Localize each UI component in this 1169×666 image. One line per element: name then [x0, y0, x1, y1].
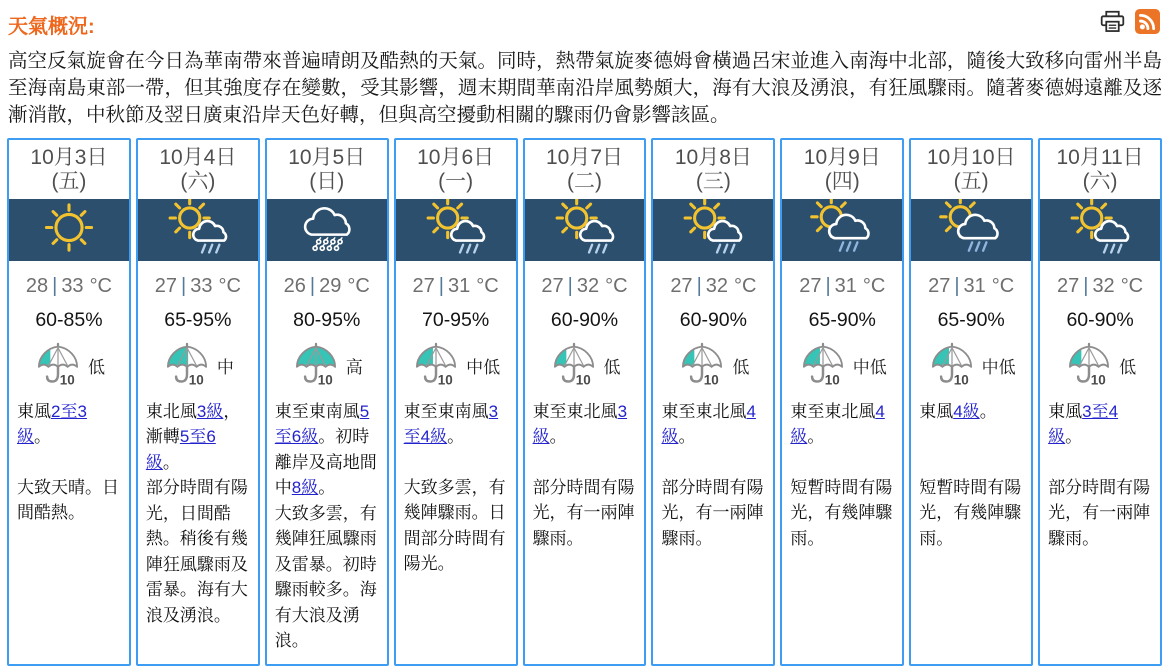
forecast-card [136, 138, 260, 666]
forecast-date [525, 140, 645, 199]
forecast-date [782, 140, 902, 199]
weather-icon-band [138, 199, 258, 261]
forecast-grid [7, 138, 1162, 666]
wind-force-link[interactable]: 3級 [196, 401, 224, 421]
temp-unit: °C [476, 274, 499, 297]
psr-umbrella-icon [1064, 341, 1114, 391]
wind-text-segment: 東風 [919, 401, 954, 421]
temp-separator: | [567, 274, 573, 297]
wind-text [653, 396, 773, 475]
wind-text-segment: 。 [162, 452, 180, 472]
wind-force-link[interactable]: 4級 [953, 401, 980, 421]
wind-text-segment: 。 [34, 427, 51, 447]
temp-separator: | [954, 274, 960, 297]
psr-umbrella-icon [411, 341, 461, 391]
svg-text:10: 10 [824, 372, 840, 386]
psr-row [1040, 341, 1160, 391]
weekday-text: (日) [309, 169, 345, 193]
humidity-range: 60-90% [1066, 308, 1134, 331]
psr-row [653, 341, 773, 391]
date-text: 10月7日 [545, 146, 624, 169]
weekday-text: (一) [438, 169, 474, 193]
temp-min: 27 [541, 274, 564, 297]
weather-icon-band [525, 199, 645, 261]
date-text: 10月11日 [1056, 146, 1144, 169]
psr-level-label: 中 [216, 358, 234, 378]
wind-text [1040, 396, 1160, 475]
temp-unit: °C [734, 274, 757, 297]
psr-row [138, 341, 258, 391]
wind-force-link[interactable]: 4級 [790, 401, 885, 447]
rss-icon[interactable] [1135, 9, 1160, 34]
weather-icon-band [782, 199, 902, 261]
weekday-text: (六) [180, 169, 216, 193]
temp-max: 32 [576, 274, 600, 297]
weather-icon-band [653, 199, 773, 261]
humidity-range: 70-95% [422, 308, 490, 331]
temp-unit: °C [218, 274, 241, 297]
temp-max: 33 [61, 274, 84, 297]
wind-text-segment: 東至東南風 [274, 401, 360, 421]
temp-max: 32 [705, 274, 729, 297]
temp-range [782, 275, 902, 298]
temp-max: 32 [1092, 274, 1115, 297]
psr-level-label: 中低 [466, 358, 501, 378]
psr-level-label: 低 [603, 358, 621, 378]
wind-force-link[interactable]: 5至6級 [274, 401, 370, 447]
date-text: 10月8日 [674, 146, 752, 169]
weather-description: 部分時間有陽光，日間酷熱。稍後有幾陣狂風驟雨及雷暴。海有大浪及湧浪。 [145, 478, 248, 625]
psr-umbrella-icon [33, 341, 83, 391]
psr-row [911, 341, 1031, 391]
humidity-range: 65-90% [937, 308, 1005, 331]
temp-unit: °C [605, 274, 628, 297]
humidity-range: 60-85% [35, 308, 103, 331]
temp-min: 27 [1056, 274, 1080, 297]
weather-description: 大致天晴。日間酷熱。 [17, 477, 119, 523]
svg-text:10: 10 [437, 372, 453, 386]
psr-row [396, 341, 516, 391]
forecast-date [138, 140, 258, 199]
wind-force-link[interactable]: 3至4級 [403, 401, 499, 447]
psr-row [782, 341, 902, 391]
forecast-date [396, 140, 516, 199]
temp-separator: | [696, 274, 702, 297]
humidity-range: 60-90% [679, 308, 747, 331]
humidity-range: 65-90% [808, 308, 876, 331]
psr-level-label: 低 [732, 358, 750, 378]
psr-umbrella-icon [549, 341, 599, 391]
psr-umbrella-icon [291, 341, 341, 391]
wind-text [525, 396, 645, 475]
svg-text:10: 10 [953, 372, 969, 386]
forecast-date [267, 140, 387, 199]
wind-text-segment: 東至東北風 [790, 401, 876, 421]
date-text: 10月6日 [417, 146, 495, 169]
wind-text-segment: 。 [678, 427, 696, 447]
page-title: 天氣概況: [8, 16, 95, 38]
weekday-text: (六) [1082, 169, 1118, 193]
forecast-card [909, 138, 1033, 666]
wind-text-segment: 東至東北風 [661, 401, 747, 421]
wind-text-segment: 。初時離岸及高地間中 [274, 427, 377, 498]
wind-text [911, 396, 1031, 475]
temp-separator: | [181, 274, 187, 297]
temp-range [653, 275, 773, 298]
temp-min: 27 [154, 274, 177, 297]
psr-level-label: 高 [345, 358, 363, 378]
wind-text-segment: 。 [979, 401, 997, 421]
psr-level-label: 低 [1119, 358, 1137, 378]
wind-text [396, 396, 516, 475]
temp-max: 31 [834, 274, 857, 297]
weather-icon-band [267, 199, 387, 261]
forecast-card [265, 138, 389, 666]
weather-description: 大致多雲，有幾陣狂風驟雨及雷暴。初時驟雨較多。海有大浪及湧浪。 [274, 503, 377, 651]
temp-min: 27 [928, 274, 951, 297]
wind-text-segment: 東風 [17, 401, 51, 421]
temp-range [267, 275, 387, 298]
wind-force-link[interactable]: 5至6級 [145, 427, 216, 472]
wind-text-segment: 。 [318, 478, 336, 498]
wind-text [9, 396, 129, 475]
psr-umbrella-icon [798, 341, 848, 391]
temp-unit: °C [347, 274, 370, 297]
sun-shower-icon [1062, 199, 1138, 261]
weather-icon-band [396, 199, 516, 261]
weather-icon-band [9, 199, 129, 261]
svg-text:10: 10 [59, 372, 75, 386]
temp-separator: | [438, 274, 444, 297]
wind-force-link[interactable]: 3至4級 [1048, 401, 1119, 447]
wind-text [138, 396, 258, 476]
svg-text:10: 10 [704, 372, 720, 386]
weather-icon-band [911, 199, 1031, 261]
psr-level-label: 低 [87, 358, 105, 378]
sun-shower-icon [418, 199, 494, 261]
date-text: 10月10日 [926, 146, 1016, 169]
forecast-card [523, 138, 647, 666]
wind-text-segment: 東至東南風 [403, 401, 489, 421]
wind-force-link[interactable]: 3級 [532, 401, 628, 447]
wind-text-segment: 東至東北風 [532, 401, 618, 421]
temp-unit: °C [991, 274, 1015, 297]
weather-description: 短暫時間有陽光，有幾陣驟雨。 [790, 477, 893, 548]
humidity-range: 65-95% [164, 308, 232, 331]
svg-text:10: 10 [1090, 372, 1106, 386]
temp-range [525, 275, 645, 298]
temp-max: 31 [447, 274, 471, 297]
forecast-date [653, 140, 773, 199]
psr-level-label: 中低 [981, 358, 1016, 378]
temp-min: 27 [670, 274, 693, 297]
weekday-text: (五) [51, 169, 87, 193]
wind-text-segment: 。 [447, 427, 465, 447]
psr-umbrella-icon [162, 341, 212, 391]
temp-max: 31 [963, 274, 986, 297]
forecast-date [911, 140, 1031, 199]
temp-min: 27 [799, 274, 822, 297]
date-text: 10月5日 [288, 146, 366, 169]
psr-umbrella-icon [927, 341, 977, 391]
temp-range [1040, 275, 1160, 298]
forecast-date [9, 140, 129, 199]
temp-range [9, 275, 129, 298]
page-header [7, 6, 1162, 39]
forecast-date [1040, 140, 1160, 199]
weather-icon-band [1040, 199, 1160, 261]
psr-row [267, 341, 387, 391]
sun-shower-icon [547, 199, 623, 261]
psr-umbrella-icon [677, 341, 727, 391]
wind-force-link[interactable]: 8級 [291, 478, 319, 498]
weather-summary-text: 高空反氣旋會在今日為華南帶來普遍晴朗及酷熱的天氣。同時，熱帶氣旋麥德姆會橫過呂宋並進入南海中北部，隨後大致移向雷州半島至海南島東部一帶，但其強度存在變數，受其影響，週末期間華南沿岸風勢頗大，海有大浪及湧浪，有狂風驟雨。隨著麥德姆遠離及逐漸消散，中秋節及翌日廣東沿岸天色好轉，但與高空擾動相關的驟雨仍會影響該區。 [8, 50, 1162, 126]
temp-unit: °C [862, 274, 886, 297]
sunny-icon [31, 199, 107, 261]
temp-separator: | [52, 274, 58, 297]
temp-unit: °C [1120, 274, 1144, 297]
sun-shower-icon [675, 199, 751, 261]
temp-separator: | [825, 274, 831, 297]
date-text: 10月9日 [803, 146, 881, 169]
psr-level-label: 中低 [852, 358, 887, 378]
svg-text:10: 10 [188, 372, 204, 386]
wind-text-segment: 。 [807, 427, 825, 447]
temp-range [138, 275, 258, 298]
temp-range [396, 275, 516, 298]
wind-text [267, 396, 387, 501]
cloud-sun-shower-icon [804, 199, 880, 261]
forecast-card [651, 138, 775, 666]
psr-row [9, 341, 129, 391]
temp-min: 27 [412, 274, 435, 297]
weekday-text: (三) [695, 169, 731, 193]
date-text: 10月4日 [159, 146, 237, 169]
date-text: 10月3日 [30, 146, 108, 169]
psr-row [525, 341, 645, 391]
cloud-sun-shower-icon [933, 199, 1009, 261]
forecast-card [7, 138, 131, 666]
printer-icon[interactable] [1099, 9, 1126, 34]
wind-text-segment: 東北風 [145, 401, 197, 421]
weather-description: 部分時間有陽光，有一兩陣驟雨。 [532, 477, 635, 548]
wind-text-segment: 東風 [1048, 401, 1083, 421]
weekday-text: (二) [567, 169, 602, 193]
forecast-card [394, 138, 518, 666]
weekday-text: (四) [824, 169, 860, 193]
temp-separator: | [309, 274, 316, 297]
svg-text:10: 10 [575, 372, 591, 386]
wind-text [782, 396, 902, 475]
humidity-range: 80-95% [293, 308, 361, 331]
wind-text-segment: 。 [549, 427, 567, 447]
temp-unit: °C [89, 274, 113, 297]
weather-description: 大致多雲，有幾陣驟雨。日間部分時間有陽光。 [403, 477, 506, 574]
header-action-icons [1099, 6, 1162, 34]
temp-min: 28 [25, 274, 49, 297]
weather-description: 部分時間有陽光，有一兩陣驟雨。 [661, 477, 764, 548]
temp-min: 26 [283, 274, 306, 297]
weather-description: 部分時間有陽光，有一兩陣驟雨。 [1048, 477, 1151, 548]
humidity-range: 60-90% [550, 308, 619, 331]
weather-description: 短暫時間有陽光，有幾陣驟雨。 [919, 477, 1022, 548]
forecast-card [780, 138, 904, 666]
wind-text-segment: 。 [1065, 427, 1083, 447]
wind-force-link[interactable]: 4級 [661, 401, 756, 447]
forecast-card [1038, 138, 1162, 666]
wind-text-segment: ，漸轉 [145, 401, 241, 447]
weekday-text: (五) [953, 169, 989, 193]
heavy-rain-icon [289, 199, 365, 261]
temp-range [911, 275, 1031, 298]
sun-shower-icon [160, 199, 236, 261]
temp-separator: | [1083, 274, 1089, 297]
temp-max: 33 [190, 274, 213, 297]
wind-force-link[interactable]: 2至3級 [17, 401, 87, 447]
svg-text:10: 10 [317, 372, 333, 386]
temp-max: 29 [319, 274, 342, 297]
